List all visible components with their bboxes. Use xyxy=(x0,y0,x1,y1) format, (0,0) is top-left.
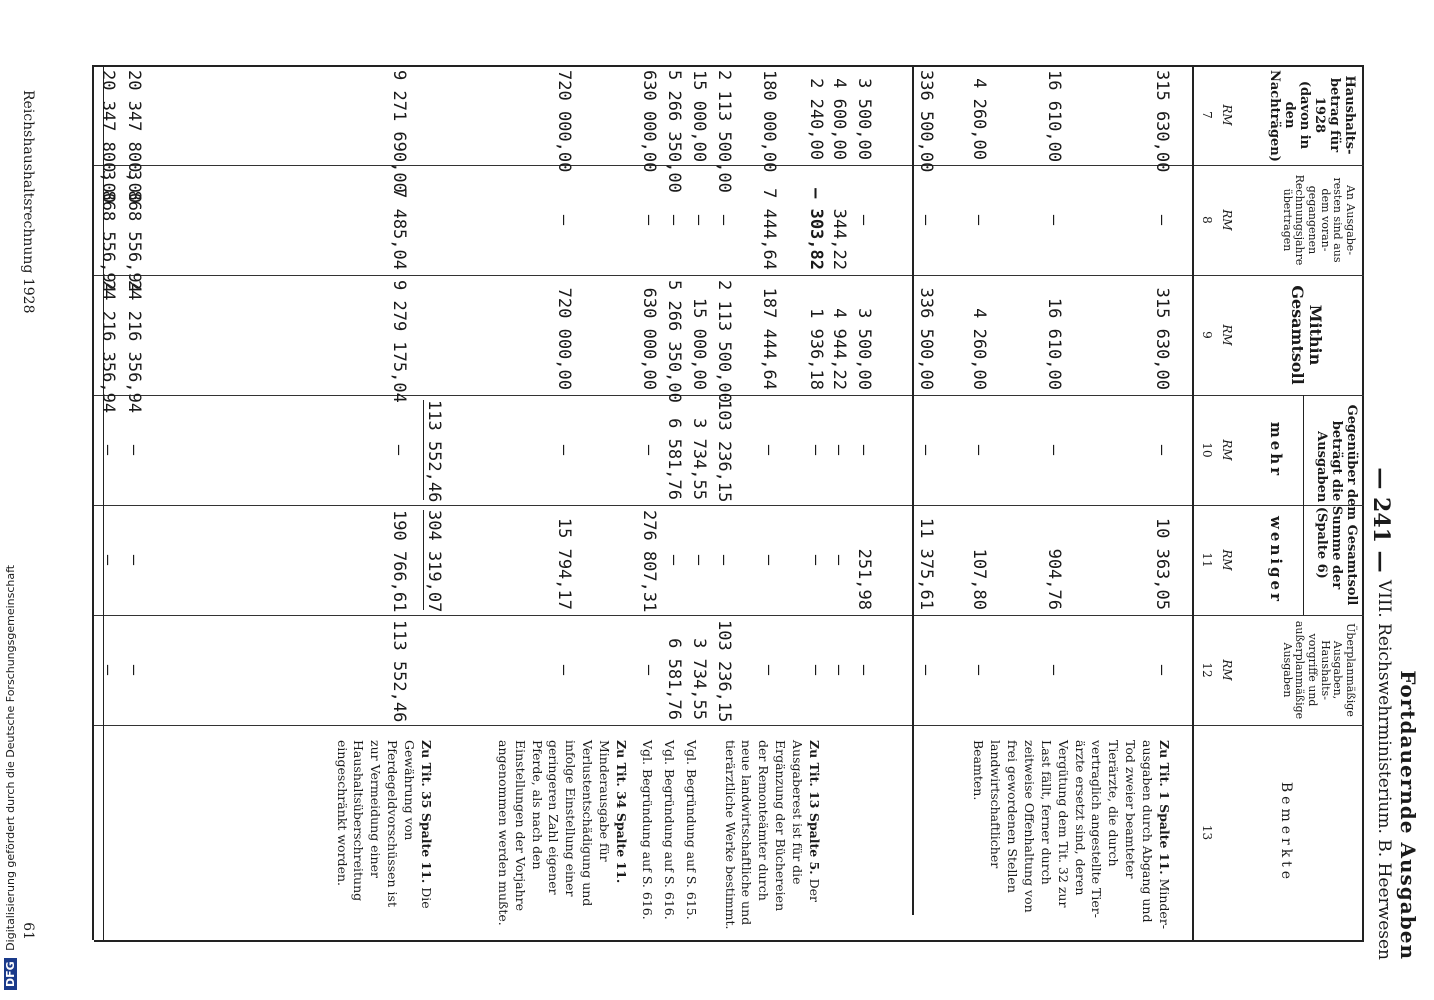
table-cell: 16 610,00 xyxy=(1044,70,1064,163)
side-note-text: Digitalisierung gefördert durch die Deutsche Forschungsgemeinschaft xyxy=(4,564,17,951)
footer-page-number: 61 xyxy=(20,922,36,940)
table-cell: 3 734,55 xyxy=(689,638,709,720)
total-cell: 190 766,61 xyxy=(389,510,409,613)
table-cell: — xyxy=(829,554,849,566)
table-cell: — xyxy=(1152,214,1172,226)
col-header-7: Haushaltsbetrag für 1928 (davon in den Nachträgen) xyxy=(1267,70,1357,162)
col-border xyxy=(94,65,1364,67)
table-cell: 4 600,00 xyxy=(829,78,849,160)
table-cell: — xyxy=(689,554,709,566)
col-number: 13 xyxy=(1200,824,1214,841)
table-cell: — xyxy=(714,214,734,226)
table-cell: — xyxy=(916,444,936,456)
footer-left: Reichshaushaltsrechnung 1928 xyxy=(20,90,36,314)
table-cell: — xyxy=(1044,664,1064,676)
remark-7 xyxy=(333,740,434,930)
table-cell: — xyxy=(714,554,734,566)
col-number: 11 xyxy=(1200,552,1214,568)
carry-cell: — xyxy=(98,554,118,566)
table-cell: — xyxy=(1044,444,1064,456)
unit-label: RM xyxy=(1220,104,1234,126)
remark-text: Der Ausgaberest ist für die Ergänzung der Büchereien der Remonteämter durch neue landwirtschaftliche und tierärztliche Werke bestimmt. xyxy=(722,740,822,930)
col-number: 12 xyxy=(1200,662,1214,678)
table-cell: 15 794,17 xyxy=(554,517,574,610)
total-cell: 113 552,46 xyxy=(389,620,409,723)
table-cell: 107,80 xyxy=(969,548,989,610)
carry-cell: — xyxy=(124,444,144,456)
col-header-8: An Ausgaberesten sind aus dem vorangegangenen Rechnungsjahre übertragen xyxy=(1280,174,1357,266)
remark-4 xyxy=(638,740,655,930)
side-logo: DFG xyxy=(4,958,17,990)
table-cell: 187 444,64 xyxy=(759,287,779,390)
table-cell: — 303,82 xyxy=(806,188,826,270)
col-border xyxy=(94,615,1364,616)
table-cell: 6 581,76 xyxy=(664,638,684,720)
table-cell: — xyxy=(759,444,779,456)
table-cell: — xyxy=(806,554,826,566)
table-cell: 251,98 xyxy=(854,548,874,610)
table-cell: — xyxy=(916,214,936,226)
table-cell: 2 113 500,00 xyxy=(714,70,734,193)
table-cell: — xyxy=(806,444,826,456)
side-strip xyxy=(4,564,18,990)
table-cell: 720 000,00 xyxy=(554,70,574,173)
table-cell: — xyxy=(759,664,779,676)
table-cell: 2 240,00 xyxy=(806,78,826,160)
table-cell: 630 000,00 xyxy=(639,70,659,173)
total-cell: 9 279 175,04 xyxy=(389,280,409,403)
carry-cell: 3 868 556,94 xyxy=(98,170,118,293)
table-cell: 630 000,00 xyxy=(639,287,659,390)
col-border xyxy=(94,275,1364,276)
page-title: Fortdauernde Ausgaben xyxy=(1396,670,1420,960)
table-cell: — xyxy=(664,554,684,566)
col-header-11: weniger xyxy=(1267,516,1285,604)
remark-text: Vgl. Begründung auf S. 615. xyxy=(684,740,699,920)
col-header-10: mehr xyxy=(1267,421,1285,479)
table-cell: — xyxy=(689,214,709,226)
table-cell: — xyxy=(969,444,989,456)
col-number: 8 xyxy=(1200,216,1214,224)
table-cell: 2 113 500,00 xyxy=(714,280,734,403)
table-top-rule xyxy=(1362,65,1364,940)
table-cell: — xyxy=(806,664,826,676)
table-cell: 344,22 xyxy=(829,208,849,270)
subtotal-cell: 304 319,07 xyxy=(424,510,444,613)
table-cell: — xyxy=(639,664,659,676)
table-cell: — xyxy=(969,214,989,226)
table-cell: 6 581,76 xyxy=(664,418,684,500)
remark-3 xyxy=(660,740,677,930)
table-cell: — xyxy=(829,664,849,676)
remark-text: Vgl. Begründung auf S. 616. xyxy=(662,740,677,920)
table-cell: 1 936,18 xyxy=(806,308,826,390)
col-border xyxy=(94,505,1364,506)
carry-cell: 3 868 556,94 xyxy=(124,170,144,293)
total-cell: 7 485,04 xyxy=(389,188,409,270)
carry-cell: — xyxy=(124,554,144,566)
table-cell: — xyxy=(1152,444,1172,456)
table-cell: 16 610,00 xyxy=(1044,297,1064,390)
section-rule xyxy=(912,65,914,915)
col-border xyxy=(94,725,1364,726)
remark-head: Zu Tit. 1 Spalte 11. xyxy=(1157,740,1172,875)
page-number: — 241 — xyxy=(1368,467,1394,573)
total-cell: — xyxy=(389,444,409,456)
table-cell: 4 944,22 xyxy=(829,308,849,390)
table-cell: 315 630,00 xyxy=(1152,70,1172,173)
header-rule xyxy=(1192,65,1194,940)
table-cell: 3 500,00 xyxy=(854,78,874,160)
table-cell: 103 236,15 xyxy=(714,400,734,503)
unit-label: RM xyxy=(1220,439,1234,461)
remark-text: Minderausgaben durch Abgang und Tod zweier beamteter Tierärzte, die durch vertraglich angestellte Tierärzte ersetzt sind, deren Vergütung dem Tit. 32 zur Last fällt, ferner durch zeitweise Offenhaltung von frei gewordenen Stellen landwirtschaftlicher Beamten. xyxy=(971,740,1172,930)
col-border xyxy=(94,940,1364,942)
table-cell: 15 000,00 xyxy=(689,70,709,163)
table-cell: 180 000,00 xyxy=(759,70,779,173)
table-cell: 7 444,64 xyxy=(759,188,779,270)
table-cell: 3 734,55 xyxy=(689,418,709,500)
unit-label: RM xyxy=(1220,549,1234,571)
total-cell: 9 271 690,00 xyxy=(389,70,409,193)
table-cell: 315 630,00 xyxy=(1152,287,1172,390)
remark-6 xyxy=(494,740,629,930)
table-cell: — xyxy=(854,444,874,456)
carry-cell: 20 347 800,00 xyxy=(124,70,144,204)
carry-cell: — xyxy=(98,444,118,456)
table-cell: — xyxy=(554,444,574,456)
table-cell: — xyxy=(759,554,779,566)
group-header: Gegenüber dem Gesamtsoll beträgt die Summe der Ausgaben (Spalte 6) xyxy=(1314,404,1359,606)
col-header-9: Mithin Gesamtsoll xyxy=(1287,285,1325,385)
table-cell: 103 236,15 xyxy=(714,620,734,723)
table-cell: — xyxy=(1044,214,1064,226)
carry-cell: — xyxy=(124,664,144,676)
table-cell: — xyxy=(854,664,874,676)
table-cell: 276 807,31 xyxy=(639,510,659,613)
carry-cell: — xyxy=(98,664,118,676)
remark-text: Vgl. Begründung auf S. 616. xyxy=(640,740,655,920)
page-subtitle: VIII. Reichswehrministerium. B. Heerwesen xyxy=(1374,579,1394,960)
table-cell: — xyxy=(969,664,989,676)
subtotal-cell: 113 552,46 xyxy=(424,400,444,503)
table-cell: — xyxy=(664,214,684,226)
carry-cell: 20 347 800,00 xyxy=(98,70,118,204)
carry-cell: 24 216 356,94 xyxy=(98,280,118,414)
col-header-13: Bemerkte xyxy=(1278,781,1294,884)
table-cell: — xyxy=(1152,664,1172,676)
table-bottom-rule xyxy=(92,65,94,940)
col-number: 9 xyxy=(1200,331,1214,339)
table-cell: 904,76 xyxy=(1044,548,1064,610)
table-cell: — xyxy=(554,214,574,226)
remark-text: Minderausgabe für Verlustentschädigung und infolge Einstellung einer geringeren Zahl eigener Pferde, als nach den Einstellungen der Vorjahre angenommen werden mußte. xyxy=(495,740,613,926)
table-cell: 15 000,00 xyxy=(689,297,709,390)
group-header-rule xyxy=(1303,395,1304,615)
table-cell: 5 266 350,00 xyxy=(664,280,684,403)
remark-head: Zu Tit. 35 Spalte 11. xyxy=(419,740,434,884)
remark-head: Zu Tit. 13 Spalte 5. xyxy=(807,740,822,875)
table-cell: 336 500,00 xyxy=(916,287,936,390)
col-number: 7 xyxy=(1200,111,1214,119)
table-cell: 5 266 350,00 xyxy=(664,70,684,193)
remark-5 xyxy=(721,740,822,930)
remark-text: Die Gewährung von Pferdegeldvorschüssen ist zur Vermeidung einer Haushaltsüberschreitung eingeschränkt worden. xyxy=(334,740,434,909)
table-cell: — xyxy=(554,664,574,676)
table-cell: 10 363,05 xyxy=(1152,517,1172,610)
col-number: 10 xyxy=(1200,442,1214,458)
unit-label: RM xyxy=(1220,659,1234,681)
carry-cell: 24 216 356,94 xyxy=(124,280,144,414)
unit-label: RM xyxy=(1220,324,1234,346)
col-header-12: Überplanmäßige Ausgaben, Haushaltsvorgriffe und außerplanmäßige Ausgaben xyxy=(1280,620,1357,720)
table-cell: — xyxy=(916,664,936,676)
table-cell: — xyxy=(854,214,874,226)
table-cell: 3 500,00 xyxy=(854,308,874,390)
remark-head: Zu Tit. 34 Spalte 11. xyxy=(614,740,629,884)
table-cell: 11 375,61 xyxy=(916,517,936,610)
remark-2 xyxy=(682,740,699,930)
unit-label: RM xyxy=(1220,209,1234,231)
table-cell: 336 500,00 xyxy=(916,70,936,173)
table-cell: — xyxy=(829,444,849,456)
remark-1 xyxy=(970,740,1173,930)
table-cell: 4 260,00 xyxy=(969,78,989,160)
funding-note xyxy=(4,564,17,990)
table-cell: 720 000,00 xyxy=(554,287,574,390)
table-cell: 4 260,00 xyxy=(969,308,989,390)
table-cell: — xyxy=(639,214,659,226)
table-cell: — xyxy=(639,444,659,456)
